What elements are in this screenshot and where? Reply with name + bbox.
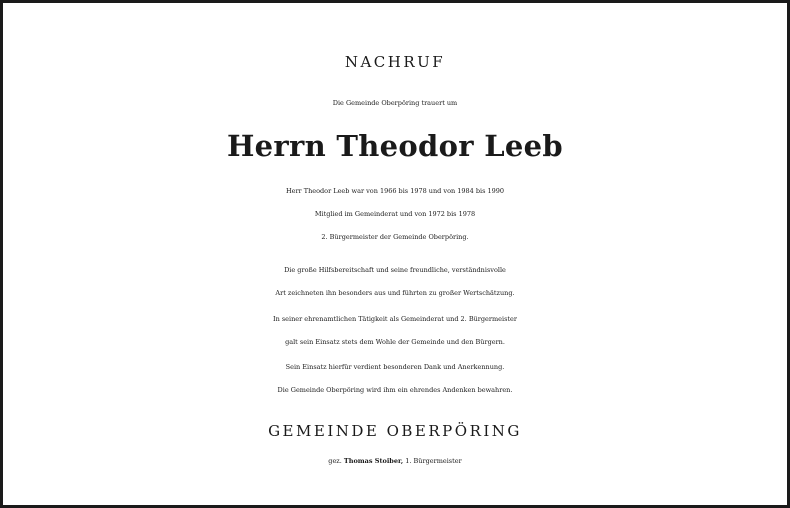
notice-heading: NACHRUF xyxy=(344,53,446,71)
signature-line xyxy=(3,450,787,472)
paragraph-line: Die Gemeinde Oberpöring wird ihm ein ehrendes Andenken bewahren. xyxy=(277,386,513,394)
bio-line: Herr Theodor Leeb war von 1966 bis 1978 und von 1984 bis 1990 xyxy=(285,187,505,195)
organization-name: GEMEINDE OBERPÖRING xyxy=(268,422,522,440)
bio-line: 2. Bürgermeister der Gemeinde Oberpöring. xyxy=(321,233,469,241)
bio-line: Mitglied im Gemeinderat und von 1972 bis 1978 xyxy=(314,210,476,218)
paragraph-line: Sein Einsatz hierfür verdient besonderen Dank und Anerkennung. xyxy=(285,363,505,371)
paragraph-line: Die große Hilfsbereitschaft und seine freundliche, verständnisvolle xyxy=(284,266,506,274)
paragraph-line: Art zeichneten ihn besonders aus und führten zu großer Wertschätzung. xyxy=(275,289,515,297)
signature-prefix: gez. xyxy=(328,457,344,465)
signer-name: Thomas Stoiber, xyxy=(343,457,404,465)
intro-text: Die Gemeinde Oberpöring trauert um xyxy=(332,99,458,107)
paragraph-line: In seiner ehrenamtlichen Tätigkeit als Gemeinderat und 2. Bürgermeister xyxy=(273,315,517,323)
deceased-name: Herrn Theodor Leeb xyxy=(226,129,563,163)
paragraph-line: galt sein Einsatz stets dem Wohle der Gemeinde und den Bürgern. xyxy=(285,338,505,346)
signer-title: 1. Bürgermeister xyxy=(403,457,462,465)
